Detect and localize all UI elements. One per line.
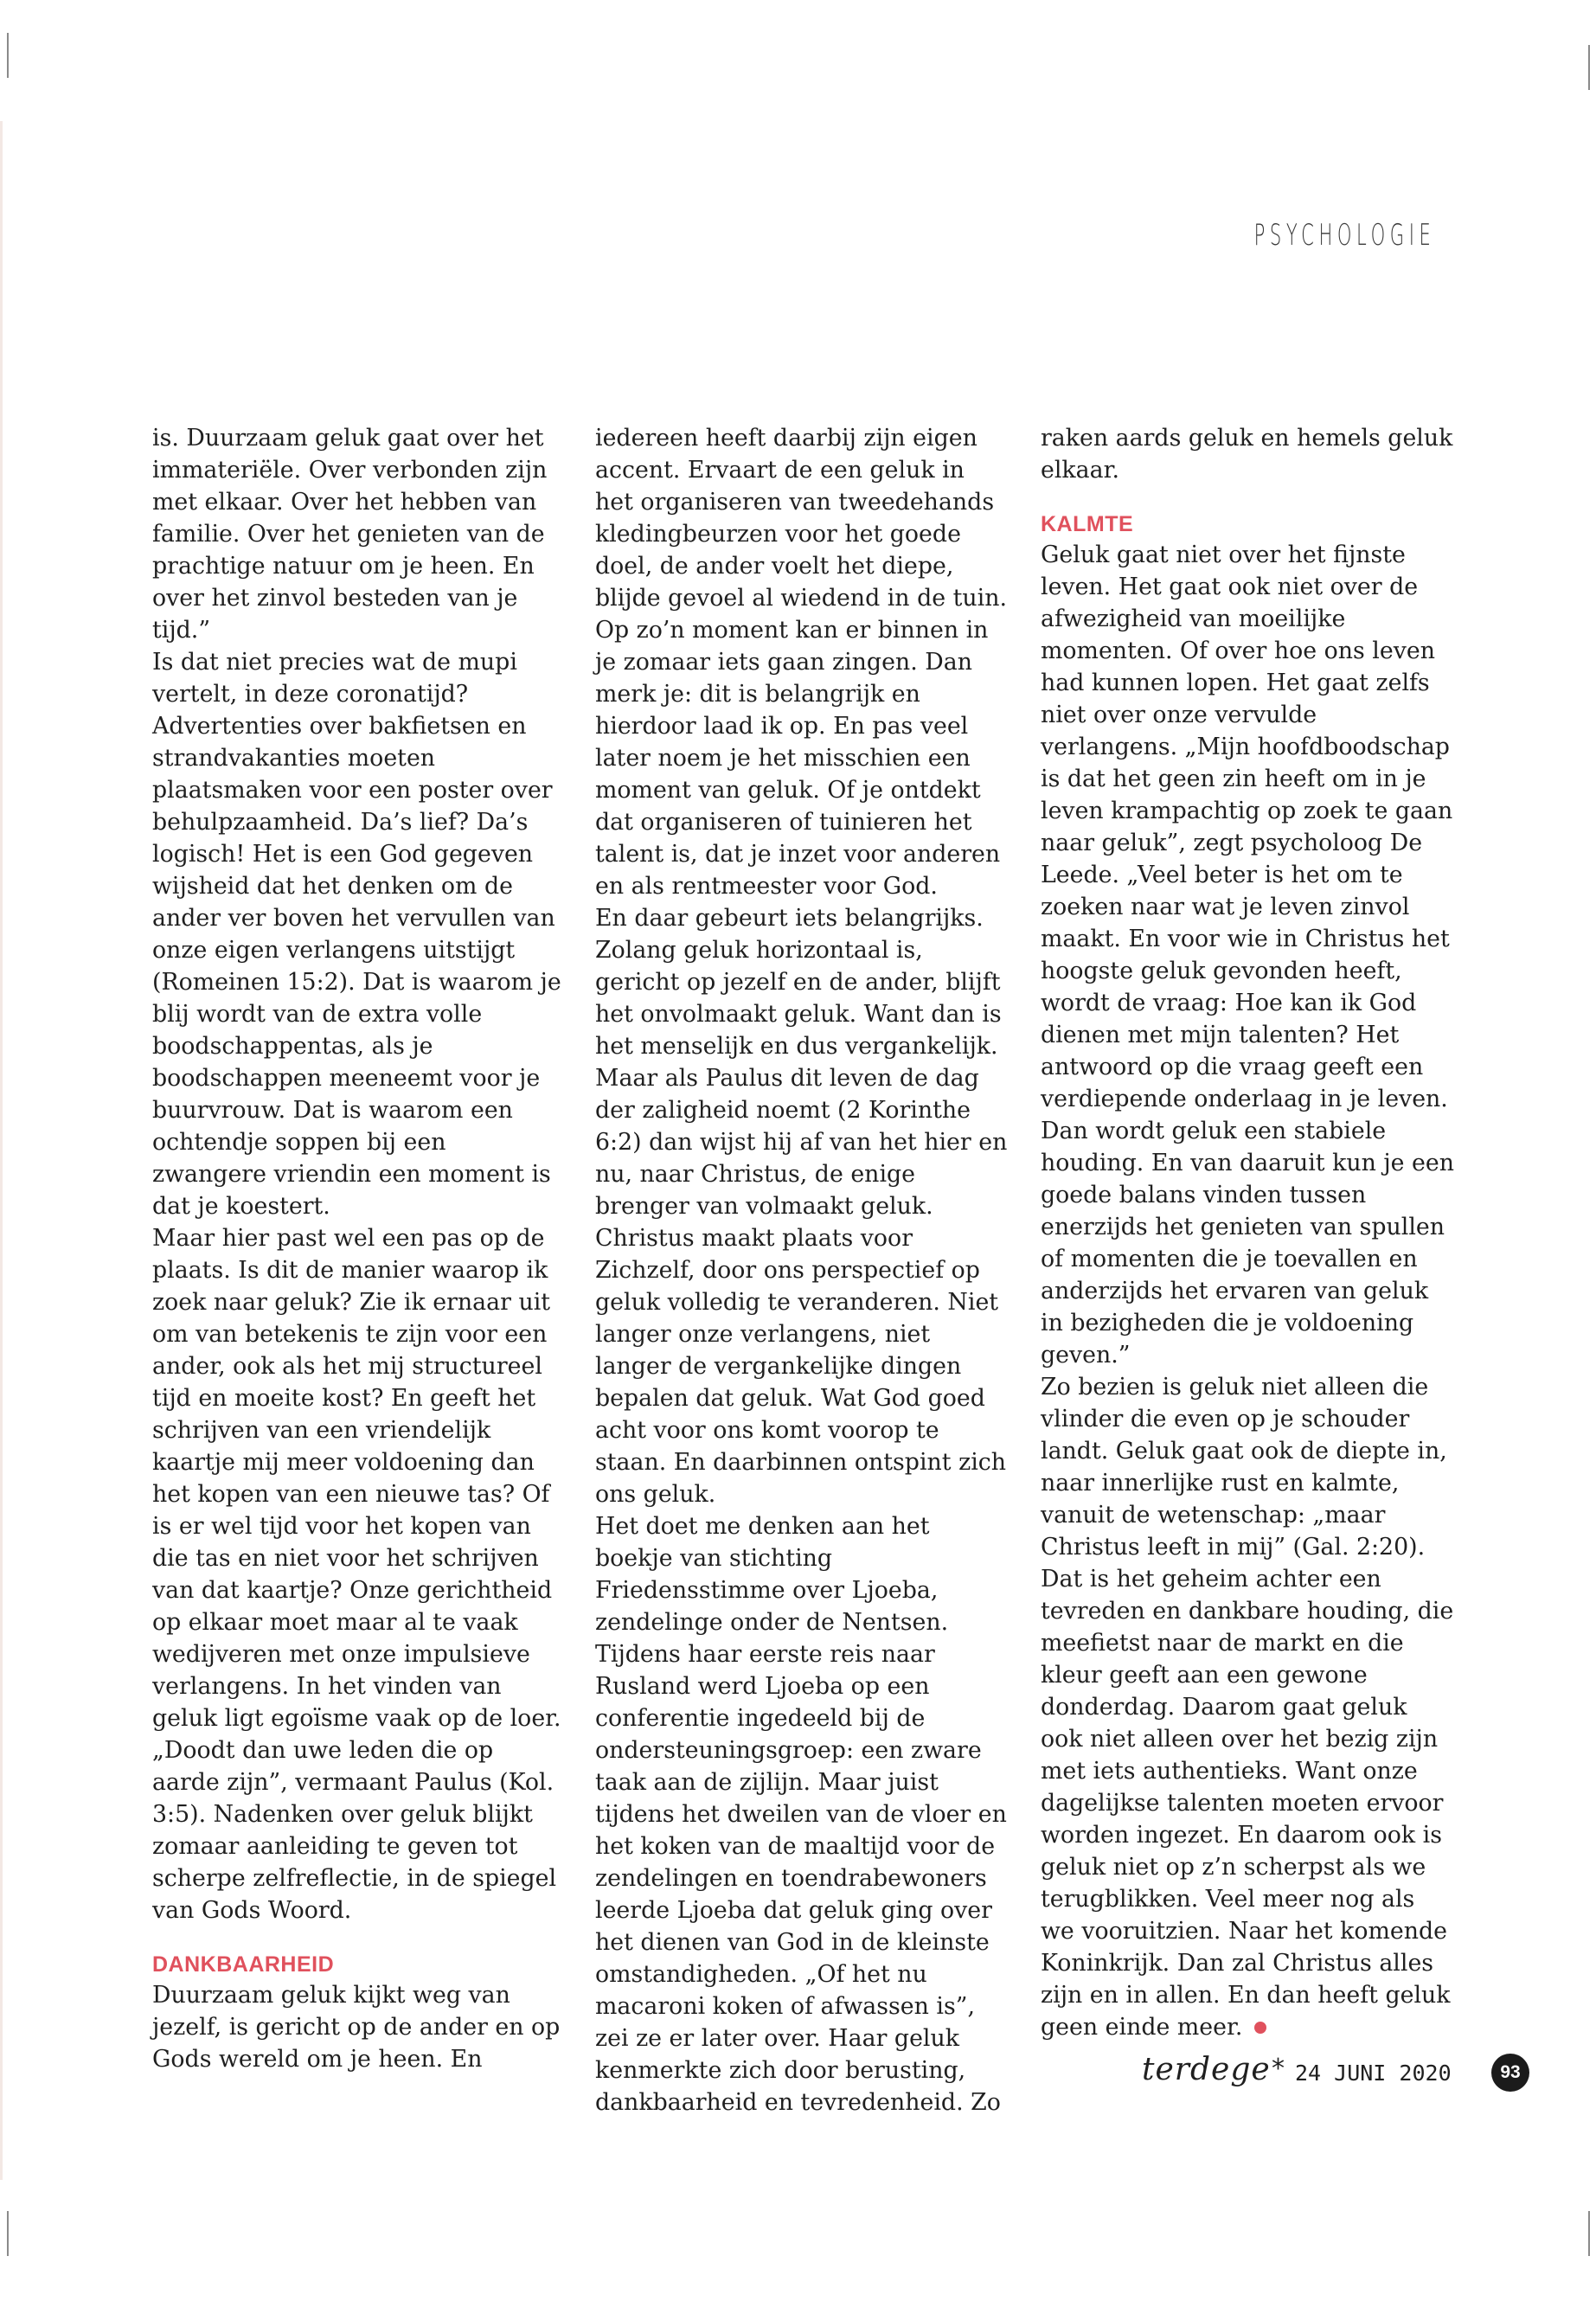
magazine-logo: terdege bbox=[1142, 2052, 1271, 2087]
crop-mark-top-left bbox=[7, 33, 9, 78]
paragraph: Is dat niet precies wat de mupi vertelt, in deze coronatijd? Advertenties over bakfietsen en strandvakanties moeten plaatsmaken voor een poster over behulpzaamheid. Da’s lief? Da’s logisch! Het is een God gegeven wijsheid dat het denken om de ander ver boven het vervullen van onze eigen verlangens uitstijgt (Romeinen 15:2). Dat is waarom je blij wordt van de extra volle boodschappentas, als je boodschappen meeneemt voor je buurvrouw. Dat is waarom een ochtendje soppen bij een zwangere vriendin een moment is dat je koestert. bbox=[152, 649, 561, 1220]
article-column-3 bbox=[1041, 422, 1454, 2043]
paragraph: Het doet me denken aan het boekje van stichting Friedensstimme over Ljoeba, zendelinge onder de Nentsen. Tijdens haar eerste reis naar Rusland werd Ljoeba op een conferentie ingedeeld bij de ondersteuningsgroep: een zware taak aan de zijlijn. Maar juist tijdens het dweilen van de vloer en het koken van de maaltijd voor de zendelingen en toendrabewoners leerde Ljoeba dat geluk ging over het dienen van God in de kleinste omstandigheden. „Of het nu macaroni koken of afwassen is”, zei ze er later over. Haar geluk kenmerkte zich door berusting, dankbaarheid en tevredenheid. Zo bbox=[595, 1513, 1007, 2116]
page-footer bbox=[1142, 2052, 1540, 2104]
crop-mark-bottom-left bbox=[7, 2211, 9, 2256]
article-column-2 bbox=[595, 422, 1009, 2118]
crop-mark-bottom-right bbox=[1588, 2211, 1590, 2256]
paragraph: Maar hier past wel een pas op de plaats. Is dit de manier waarop ik zoek naar geluk? Zie ik ernaar uit om van betekenis te zijn voor een ander, ook als het mij structureel tijd en moeite kost? En geeft het schrijven van een vriendelijk kaartje mij meer voldoening dan het kopen van een nieuwe tas? Of is er wel tijd voor het kopen van die tas en niet voor het schrijven van dat kaartje? Onze gerichtheid op elkaar moet maar al te vaak wedijveren met onze impulsieve verlangens. In het vinden van geluk ligt egoïsme vaak op de loer. „Doodt dan uwe leden die op aarde zijn”, vermaant Paulus (Kol. 3:5). Nadenken over geluk blijkt zomaar aanleiding te geven tot scherpe zelfreflectie, in de spiegel van Gods Woord. bbox=[152, 1225, 561, 1924]
paragraph: raken aards geluk en hemels geluk elkaar. bbox=[1041, 425, 1453, 484]
page-number-badge: 93 bbox=[1491, 2054, 1529, 2092]
subheading-kalmte: KALMTE bbox=[1041, 512, 1134, 536]
paragraph: is. Duurzaam geluk gaat over het immateriële. Over verbonden zijn met elkaar. Over het hebben van familie. Over het genieten van de prachtige natuur om je heen. En over het zinvol besteden van je tijd.” bbox=[152, 425, 548, 644]
paragraph: En daar gebeurt iets belangrijks. Zolang geluk horizontaal is, gericht op jezelf en de ander, blijft het onvolmaakt geluk. Want dan is het menselijk en dus vergankelijk. Maar als Paulus dit leven de dag der zaligheid noemt (2 Korinthe 6:2) dan wijst hij af van het hier en nu, naar Christus, de enige brenger van volmaakt geluk. Christus maakt plaats voor Zichzelf, door ons perspectief op geluk volledig te veranderen. Niet langer onze verlangens, niet langer de vergankelijke dingen bepalen dat geluk. Wat God goed acht voor ons komt voorop te staan. En daarbinnen ontspint zich ons geluk. bbox=[595, 905, 1008, 1508]
end-mark-icon bbox=[1254, 2022, 1266, 2034]
paragraph: Duurzaam geluk kijkt weg van jezelf, is gericht op de ander en op Gods wereld om je heen. En bbox=[152, 1982, 561, 2073]
page-edge bbox=[0, 121, 3, 2180]
crop-mark-top-right bbox=[1588, 45, 1590, 90]
paragraph-final bbox=[1041, 1371, 1454, 2043]
asterisk-icon: * bbox=[1272, 2054, 1285, 2084]
section-label: PSYCHOLOGIE bbox=[1253, 218, 1435, 253]
issue-date: 24 JUNI 2020 bbox=[1295, 2061, 1452, 2086]
subheading-dankbaarheid: DANKBAARHEID bbox=[152, 1952, 335, 1977]
paragraph-text: Zo bezien is geluk niet alleen die vlinder die even op je schouder landt. Geluk gaat ook de diepte in, naar innerlijke rust en kalmte, vanuit de wetenschap: „maar Christus leeft in mij” (Gal. 2:20). Dat is het geheim achter een tevreden en dankbare houding, die meefietst naar de markt en die kleur geeft aan een gewone donderdag. Daarom gaat geluk ook niet alleen over het bezig zijn met iets authentieks. Want onze dagelijkse talenten moeten ervoor worden ingezet. En daarom ook is geluk niet op z’n scherpst als we terugblikken. Veel meer nog als we vooruitzien. Naar het komende Koninkrijk. Dan zal Christus alles zijn en in allen. En dan heeft geluk geen einde meer. bbox=[1041, 1374, 1454, 2041]
article-column-1 bbox=[152, 422, 566, 2075]
paragraph: iedereen heeft daarbij zijn eigen accent. Ervaart de een geluk in het organiseren van tweedehands kledingbeurzen voor het goede doel, de ander voelt het diepe, blijde gevoel al wiedend in de tuin. Op zo’n moment kan er binnen in je zomaar iets gaan zingen. Dan merk je: dit is belangrijk en hierdoor laad ik op. En pas veel later noem je het misschien een moment van geluk. Of je ontdekt dat organiseren of tuinieren het talent is, dat je inzet voor anderen en als rentmeester voor God. bbox=[595, 425, 1007, 900]
paragraph: Geluk gaat niet over het fijnste leven. Het gaat ook niet over de afwezigheid van moeilijke momenten. Of over hoe ons leven had kunnen lopen. Het gaat zelfs niet over onze vervulde verlangens. „Mijn hoofdboodschap is dat het geen zin heeft om in je leven krampachtig op zoek te gaan naar geluk”, zegt psycholoog De Leede. „Veel beter is het om te zoeken naar wat je leven zinvol maakt. En voor wie in Christus het hoogste geluk gevonden heeft, wordt de vraag: Hoe kan ik God dienen met mijn talenten? Het antwoord op die vraag geeft een verdiepende onderlaag in je leven. Dan wordt geluk een stabiele houding. En van daaruit kun je een goede balans vinden tussen enerzijds het genieten van spullen of momenten die je toevallen en anderzijds het ervaren van geluk in bezigheden die je voldoening geven.” bbox=[1041, 542, 1455, 1368]
